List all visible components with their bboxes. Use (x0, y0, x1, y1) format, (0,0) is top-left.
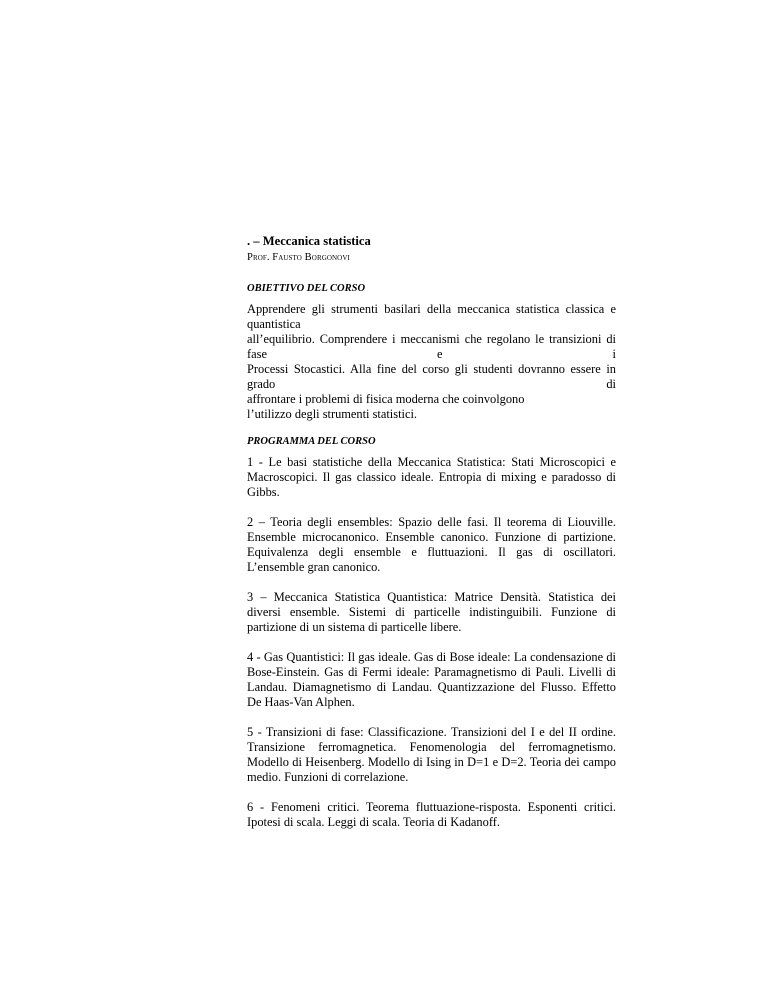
objective-line: all’equilibrio. Comprendere i meccanismi che regolano le transizioni di fase e i (247, 332, 616, 361)
program-item-2: 2 – Teoria degli ensembles: Spazio delle fasi. Il teorema di Liouville. Ensemble microcanonico. Ensemble canonico. Funzione di partizione. Equivalenza degli ensemble e fluttuazioni. Il gas di oscillatori. L’ensemble gran canonico. (247, 515, 616, 574)
objective-line: Processi Stocastici. Alla fine del corso gli studenti dovranno essere in grado di (247, 362, 616, 391)
objective-heading: OBIETTIVO DEL CORSO (247, 283, 366, 294)
program-heading: PROGRAMMA DEL CORSO (247, 436, 376, 447)
program-item-5: 5 - Transizioni di fase: Classificazione. Transizioni del I e del II ordine. Transizione ferromagnetica. Fenomenologia del ferromagnetismo. Modello di Heisenberg. Modello di Ising in D=1 e D=2. Teoria dei campo medio. Funzioni di correlazione. (247, 725, 616, 784)
professor-name-text: Prof. Fausto Borgonovi (247, 252, 350, 263)
program-item-1: 1 - Le basi statistiche della Meccanica Statistica: Stati Microscopici e Macroscopici. Il gas classico ideale. Entropia di mixing e paradosso di Gibbs. (247, 455, 616, 499)
program-item-6: 6 - Fenomeni critici. Teorema fluttuazione-risposta. Esponenti critici. Ipotesi di scala. Leggi di scala. Teoria di Kadanoff. (247, 800, 616, 829)
objective-paragraph (247, 302, 616, 422)
objective-line: Apprendere gli strumenti basilari della meccanica statistica classica e quantistica (247, 302, 616, 331)
objective-line: l’utilizzo degli strumenti statistici. (247, 407, 417, 421)
objective-line: affrontare i problemi di fisica moderna che coinvolgono (247, 392, 525, 406)
professor-name (247, 251, 616, 265)
course-title: . – Meccanica statistica (247, 234, 371, 248)
document-content (247, 234, 616, 830)
program-item-3: 3 – Meccanica Statistica Quantistica: Matrice Densità. Statistica dei diversi ensemble. Sistemi di particelle indistinguibili. Funzione di partizione di un sistema di particelle libere. (247, 590, 616, 634)
program-item-4: 4 - Gas Quantistici: Il gas ideale. Gas di Bose ideale: La condensazione di Bose-Einstein. Gas di Fermi ideale: Paramagnetismo di Pauli. Livelli di Landau. Diamagnetismo di Landau. Quantizzazione del Flusso. Effetto De Haas-Van Alphen. (247, 650, 616, 709)
